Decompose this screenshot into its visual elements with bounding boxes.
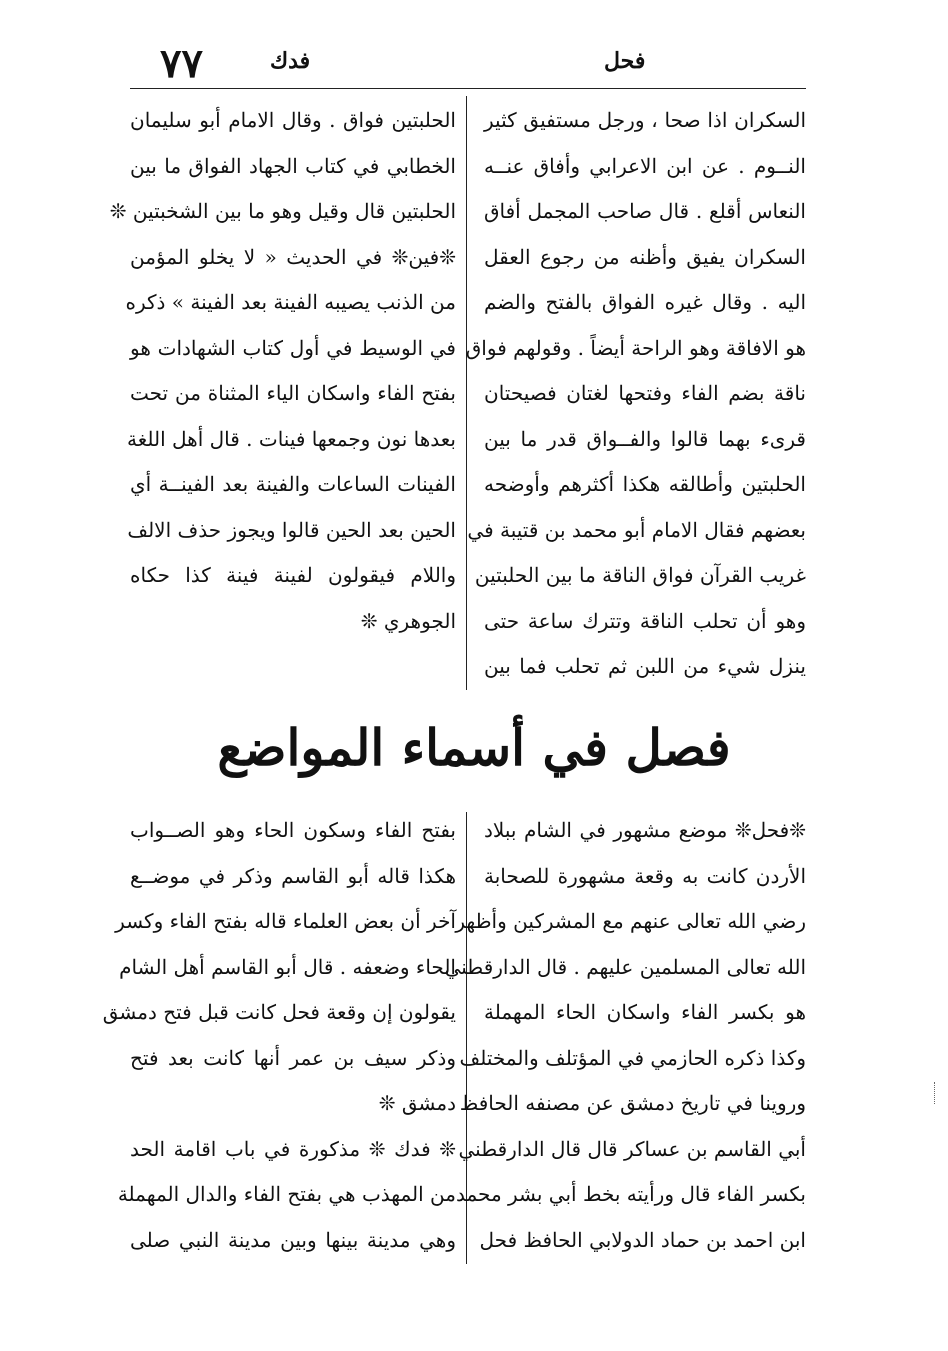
text-line: ❊فحل❊ موضع مشهور في الشام ببلاد <box>484 818 806 842</box>
margin-mark <box>934 1082 935 1104</box>
text-line: السكران اذا صحا ، ورجل مستفيق كثير <box>484 108 806 132</box>
text-line: هو بكسر الفاء واسكان الحاء المهملة <box>484 1000 806 1024</box>
text-line: دمشق ❊ <box>378 1091 456 1115</box>
text-line: بعدها نون وجمعها فينات . قال أهل اللغة <box>127 426 456 451</box>
text-line: الحلبتين قال وقيل وهو ما بين الشخبتين ❊ <box>109 199 456 223</box>
text-line: ❊فين❊ في الحديث « لا يخلو المؤمن <box>130 244 456 269</box>
text-line: واللام فيقولون لفينة فينة كذا حكاه <box>130 563 456 587</box>
running-head-right: فحل <box>604 48 646 74</box>
text-line: من الذنب يصيبه الفينة بعد الفينة » ذكره <box>125 290 456 314</box>
column-divider-top <box>466 96 467 690</box>
text-line: بكسر الفاء قال ورأيته بخط أبي بشر محمد <box>455 1182 806 1206</box>
text-line: الجوهري ❊ <box>360 608 456 633</box>
bottom-right-column <box>444 808 806 1263</box>
text-line: ❊ فدك ❊ مذكورة في باب اقامة الحد <box>130 1136 456 1161</box>
text-line: الفينات الساعات والفينة بعد الفينــة أي <box>130 472 456 496</box>
text-line: ينزل شيء من اللبن ثم تحلب فما بين <box>484 654 806 678</box>
text-line: من المهذب هي بفتح الفاء والدال المهملة <box>117 1182 456 1206</box>
text-line: غريب القرآن فواق الناقة ما بين الحلبتين <box>474 563 806 587</box>
top-right-column <box>465 98 806 690</box>
text-line: ناقة بضم الفاء وفتحها لغتان فصيحتان <box>484 381 806 405</box>
bottom-left-column <box>102 808 456 1263</box>
text-line: في الوسيط في أول كتاب الشهادات هو <box>130 335 456 360</box>
text-line: الحلبتين وأطالقه هكذا أكثرهم وأوضحه <box>484 472 806 496</box>
running-head-left: فدك <box>270 48 311 74</box>
text-line: الخطابي في كتاب الجهاد الفواق ما بين <box>130 153 456 178</box>
text-line: الحلبتين فواق . وقال الامام أبو سليمان <box>130 108 456 132</box>
text-line: اليه . وقال غيره الفواق بالفتح والضم <box>484 290 806 314</box>
text-line: هكذا قاله أبو القاسم وذكر في موضــع <box>130 863 456 888</box>
text-line: الحين بعد الحين قالوا ويجوز حذف الالف <box>127 517 456 542</box>
text-line: بعضهم فقال الامام أبو محمد بن قتيبة في <box>467 517 806 542</box>
text-line: ابن احمد بن حماد الدولابي الحافظ فحل <box>479 1227 806 1252</box>
text-line: وهي مدينة بينها وبين مدينة النبي صلى <box>130 1227 456 1252</box>
text-line: وكذا ذكره الحازمي في المؤتلف والمختلف <box>459 1045 806 1070</box>
section-title: فصل في أسماء المواضع <box>217 718 731 777</box>
header-rule <box>130 88 806 89</box>
text-line: الله تعالى المسلمين عليهم . قال الدارقطني <box>444 954 806 979</box>
text-line: السكران يفيق وأظنه من رجوع العقل <box>484 244 806 269</box>
text-line: هو الافاقة وهو الراحة أيضاً . وقولهم فواق <box>465 335 806 360</box>
text-line: رضي الله تعالى عنهم مع المشركين وأظهر <box>455 909 806 933</box>
text-line: وذكر سيف بن عمر أنها كانت بعد فتح <box>130 1045 456 1070</box>
page-number: ٧٧ <box>160 40 203 87</box>
text-line: بفتح الفاء واسكان الياء المثناة من تحت <box>130 381 456 405</box>
text-line: أبي القاسم بن عساكر قال قال الدارقطني <box>458 1136 806 1161</box>
text-line: وروينا في تاريخ دمشق عن مصنفه الحافظ <box>459 1091 806 1115</box>
text-line: النــوم . عن ابن الاعرابي وأفاق عنــه <box>484 153 806 178</box>
text-line: قرىء بهما قالوا والفــواق قدر ما بين <box>484 426 806 451</box>
text-line: يقولون إن وقعة فحل كانت قبل فتح دمشق <box>102 1000 456 1024</box>
text-line: بفتح الفاء وسكون الحاء وهو الصــواب <box>130 818 456 842</box>
text-line: الأردن كانت به وقعة مشهورة للصحابة <box>484 863 806 888</box>
text-line: آخر أن بعض العلماء قاله بفتح الفاء وكسر <box>115 909 456 933</box>
text-line: النعاس أقلع . قال صاحب المجمل أفاق <box>484 199 806 223</box>
text-line: وهو أن تحلب الناقة وتترك ساعة حتى <box>484 608 806 633</box>
text-line: الحاء وضعفه . قال أبو القاسم أهل الشام <box>119 954 456 979</box>
top-left-column <box>109 98 456 644</box>
